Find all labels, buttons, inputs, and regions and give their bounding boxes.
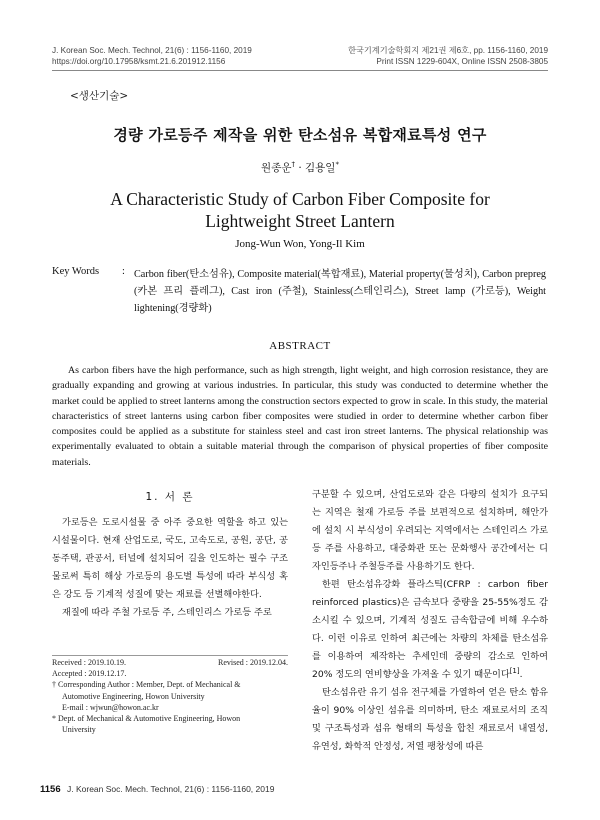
doi-link[interactable]: https://doi.org/10.17958/ksmt.21.6.201912.1156 [52, 57, 226, 66]
received-date: Received : 2019.10.19. [52, 658, 126, 667]
keywords-colon: : [122, 266, 125, 277]
title-en-line2: Lightweight Street Lantern [205, 211, 395, 231]
paragraph: 구분할 수 있으며, 산업도로와 같은 다량의 설치가 요구되는 지역은 철재 가로등 주를 보편적으로 설치하며, 해안가에 설치 시 부식성이 우려되는 지역에서는 스테인리스 가로등 주를 사용하고, 대중화관 또는 문화행사 공간에서는 디자인등주나 주철등주를 사용하기도 한다. [312, 489, 548, 572]
paragraph: 재질에 따라 주철 가로등 주, 스테인리스 가로등 주로 [62, 607, 272, 618]
keywords-text: Carbon fiber(탄소섬유), Composite material(복합재료), Material property(물성치), Carbon prepreg (카본 프리 플레그), Cast iron (주철), Stainless(스테인리스), Street lamp (가로등), Weight lightening(경량화) [134, 269, 546, 314]
abstract-body: As carbon fibers have the high performance, such as high strength, light weight, and high corrosion resistance, they are gradually expanding and growing at various industries. In particular, this study was conducted to determine whether the market could be applied to street lanterns among the construction sectors expected to grow in scale. In this study, the material characteristics of street lanterns using carbon fiber composites were studied in order to determine whether carbon fiber composites could be applied as a substitute for stainless steel and cast iron street lanterns. The physical relationship was experimentally evaluated to obtain a suitable material through the comparison of physical properties of fiber composite materials. [52, 365, 548, 468]
affiliation: * Dept. of Mechanical & Automotive Engineering, Howon [52, 714, 241, 724]
footnotes [52, 657, 288, 735]
authors-ko [0, 160, 600, 175]
paragraph: 탄소섬유란 유기 섬유 전구체를 가열하여 얻은 탄소 함유율이 90% 이상인 섬유를 의미하며, 탄소 재료로서의 조직 및 구조특성과 섬유 형태의 특성을 합친 재료로서 내열성, 유연성, 화학적 안정성, 저열 팽창성에 따른 [312, 687, 548, 752]
body-column-right [312, 486, 548, 756]
section-1-title: 1. 서 론 [145, 491, 195, 503]
journal-citation-ko: 한국기계기술학회지 제21권 제6호, pp. 1156-1160, 2019 [348, 46, 548, 55]
paper-title-en [0, 188, 600, 232]
header-left [52, 45, 252, 67]
citation-ref[interactable]: [1] [509, 666, 520, 675]
paragraph: 가로등은 도로시설물 중 아주 중요한 역할을 하고 있는 시설물이다. 현재 산업도로, 국도, 고속도로, 공원, 공단, 공동주택, 관공서, 터널에 설치되어 길을 인도하는 필수 구조물로써 특히 해상 가로등의 용도별 특성에 따라 부식성 혹은 강도 등 기계적 성질에 맞는 재료를 선별해야한다. [52, 517, 288, 600]
author-1: 원종운 [261, 162, 292, 174]
corresponding-author-cont: Automotive Engineering, Howon University [62, 691, 205, 701]
corresponding-author: † Corresponding Author : Member, Dept. of Mechanical & [52, 680, 241, 690]
corresponding-mark: † [291, 160, 295, 169]
journal-citation: J. Korean Soc. Mech. Technol, 21(6) : 1156-1160, 2019 [52, 46, 252, 55]
authors-en: Jong-Wun Won, Yong-Il Kim [235, 238, 365, 250]
page-footer [40, 784, 274, 795]
author-2: · 김용일 [294, 162, 336, 174]
affiliation-cont: University [62, 725, 96, 735]
revised-date: Revised : 2019.12.04. [218, 658, 288, 667]
affiliation-mark: * [335, 160, 339, 169]
issn-line: Print ISSN 1229-604X, Online ISSN 2508-3805 [376, 57, 548, 66]
email[interactable]: E-mail : wjwun@howon.ac.kr [62, 702, 159, 712]
paragraph: 한편 탄소섬유강화 플라스틱(CFRP : carbon fiber reinforced plastics)은 금속보다 중량을 25-55%정도 감소시킬 수 있으며, 기계적 성질도 금속합금에 비해 우수하다. 이런 이유로 인하여 최근에는 차량의 차체를 탄소섬유를 이용하여 제작하는 추세인데 중량의 감소로 인하여 20% 정도의 연비향상을 가져올 수 있기 때문이다[1]. [312, 579, 548, 680]
footer-citation: J. Korean Soc. Mech. Technol, 21(6) : 1156-1160, 2019 [67, 784, 275, 794]
header-divider [52, 70, 548, 71]
page-number: 1156 [40, 784, 61, 795]
abstract-title: ABSTRACT [269, 340, 331, 352]
title-en-line1: A Characteristic Study of Carbon Fiber Composite for [110, 189, 490, 209]
keywords-label: Key Words [52, 266, 100, 277]
footnote-divider [52, 655, 288, 656]
paragraph-text: 한편 탄소섬유강화 플라스틱(CFRP : carbon fiber reinforced plastics)은 금속보다 중량을 25-55%정도 감소시킬 수 있으며, 기계적 성질도 금속합금에 비해 우수하다. 이런 이유로 인하여 최근에는 차량의 차체를 탄소섬유를 이용하여 제작하는 추세인데 중량의 감소로 인하여 20% 정도의 연비향상을 가져올 수 있기 때문이다 [312, 579, 548, 680]
body-column-left [52, 514, 288, 622]
paper-title-ko: 경량 가로등주 제작을 위한 탄소섬유 복합재료특성 연구 [113, 126, 487, 144]
section-tag: <생산기술> [70, 90, 129, 102]
header-right [348, 45, 548, 67]
accepted-date: Accepted : 2019.12.17. [52, 669, 127, 679]
